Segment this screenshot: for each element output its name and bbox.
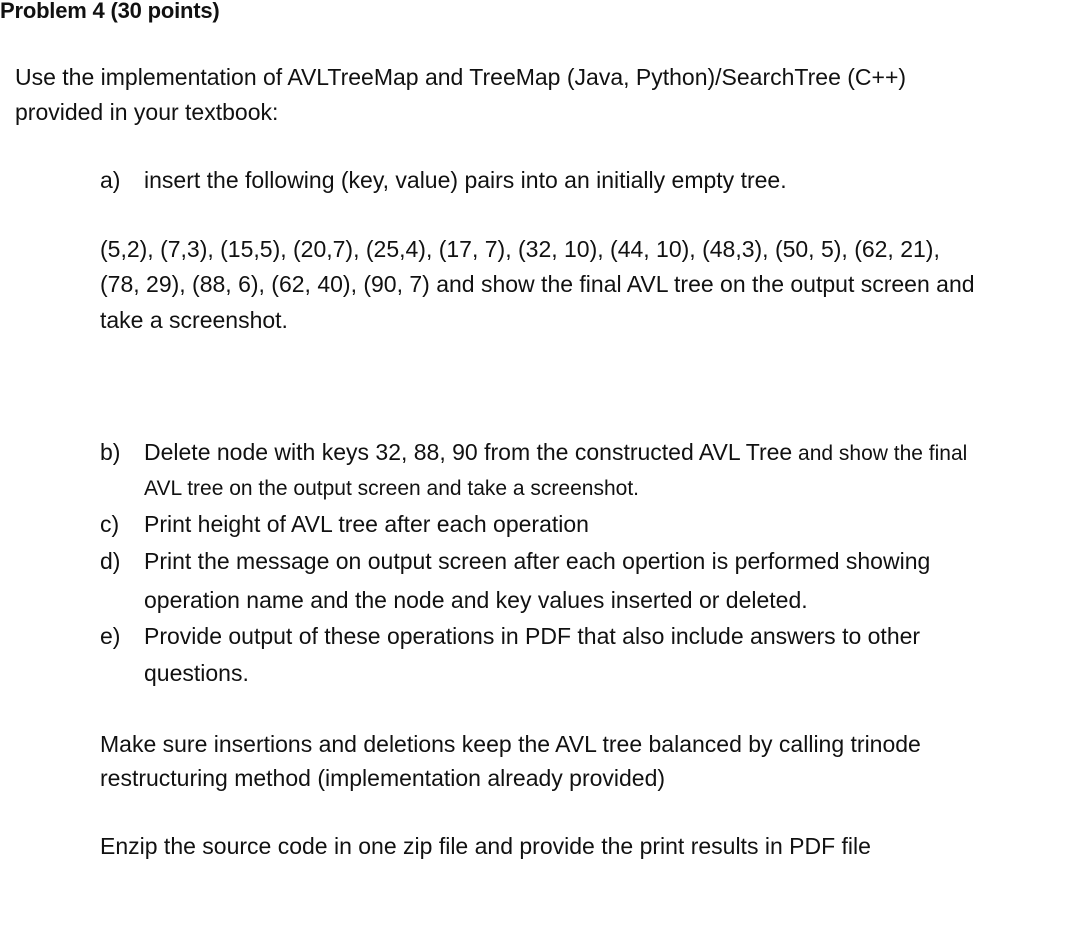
part-b-line-1-main: Delete node with keys 32, 88, 90 from the constructed AVL Tree xyxy=(144,439,793,465)
part-e-marker: e) xyxy=(100,623,121,649)
part-b-line-2: AVL tree on the output screen and take a screenshot. xyxy=(144,477,639,500)
pairs-line-2: (78, 29), (88, 6), (62, 40), (90, 7) and show the final AVL tree on the output screen and xyxy=(100,271,975,297)
part-b-line-1 xyxy=(144,437,967,469)
part-d-line-2: operation name and the node and key values inserted or deleted. xyxy=(144,587,808,613)
part-d-line-1: Print the message on output screen after each opertion is performed showing xyxy=(144,548,931,574)
part-a-text: insert the following (key, value) pairs into an initially empty tree. xyxy=(144,167,787,193)
part-b-line-1-tail: and show the final xyxy=(792,442,968,465)
intro-line-2: provided in your textbook: xyxy=(15,99,279,125)
problem-title: Problem 4 (30 points) xyxy=(0,0,220,23)
part-e-line-1: Provide output of these operations in PDF that also include answers to other xyxy=(144,623,921,649)
part-a-marker: a) xyxy=(100,167,121,193)
part-c-text: Print height of AVL tree after each operation xyxy=(144,511,589,537)
note-line-1: Make sure insertions and deletions keep the AVL tree balanced by calling trinode xyxy=(100,731,921,757)
note-line-2: restructuring method (implementation already provided) xyxy=(100,765,666,791)
pairs-line-1: (5,2), (7,3), (15,5), (20,7), (25,4), (17, 7), (32, 10), (44, 10), (48,3), (50, 5), (62, 21), xyxy=(100,236,940,262)
pairs-line-3: take a screenshot. xyxy=(100,307,288,333)
part-b-marker: b) xyxy=(100,439,121,465)
intro-line-1: Use the implementation of AVLTreeMap and TreeMap (Java, Python)/SearchTree (C++) xyxy=(15,64,907,90)
part-e-line-2: questions. xyxy=(144,660,249,686)
closing-instruction: Enzip the source code in one zip file and provide the print results in PDF file xyxy=(100,833,871,859)
part-d-marker: d) xyxy=(100,548,121,574)
part-c-marker: c) xyxy=(100,511,120,537)
